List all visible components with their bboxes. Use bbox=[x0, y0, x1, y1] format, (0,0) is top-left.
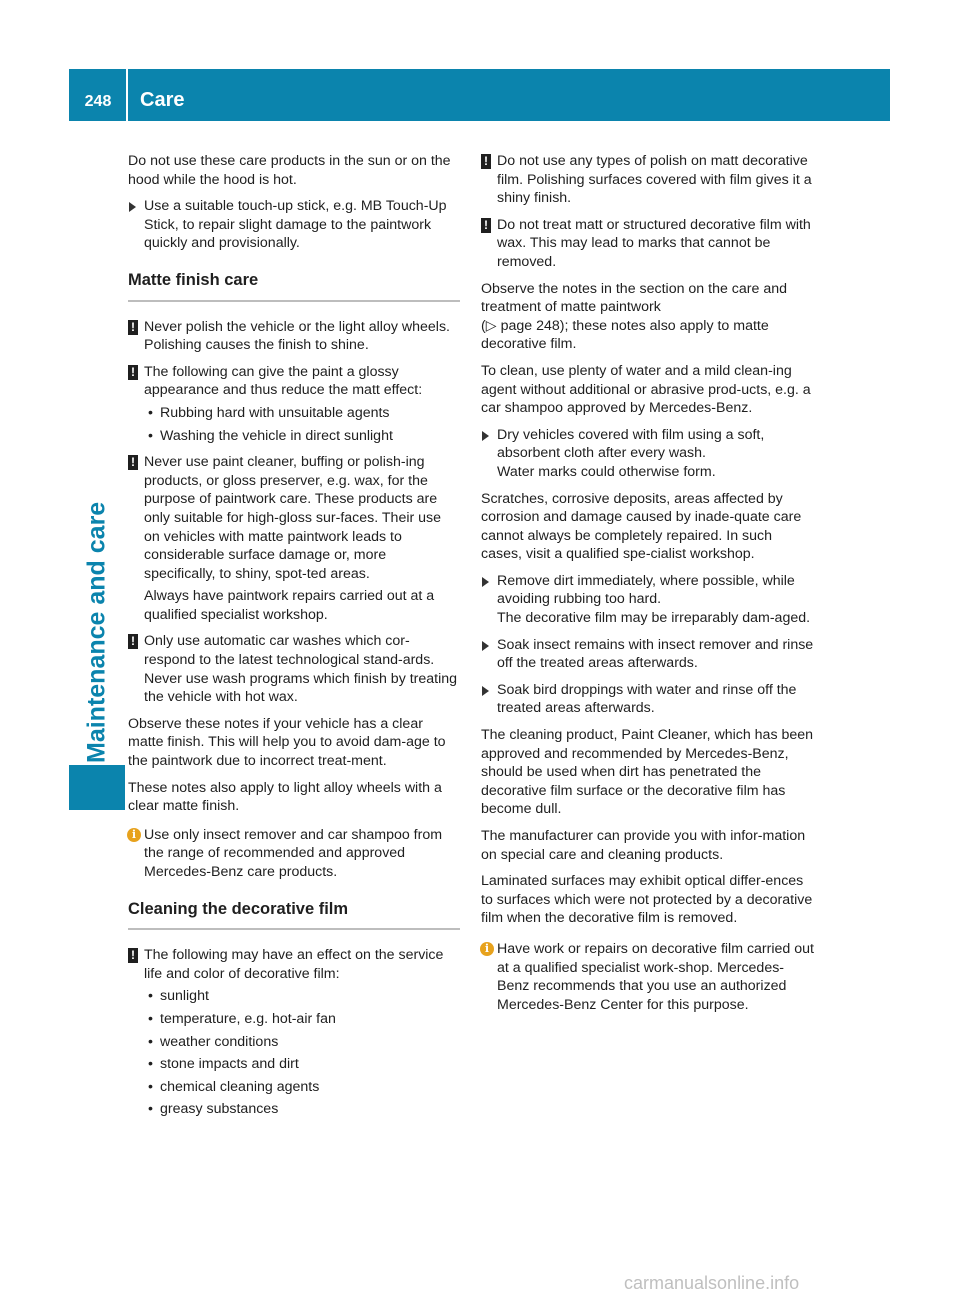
warning-text: Only use automatic car washes which cor-respond to the latest technological stand-ards. Never use wash programs which finish by treating the vehicle with hot wax. bbox=[144, 633, 458, 706]
warning-text: The following may have an effect on the service life and color of decorative film: bbox=[144, 947, 444, 982]
list-item: • weather conditions bbox=[144, 1033, 460, 1052]
warning-text: Do not use any types of polish on matt decorative film. Polishing surfaces covered with film gives it a shiny finish. bbox=[497, 153, 812, 207]
paragraph-laminated: Laminated surfaces may exhibit optical differ-ences to surfaces which were not protected by a decorative film when the decorative film is removed. bbox=[481, 873, 813, 927]
warning-text-extra: Always have paintwork repairs carried out at a qualified specialist workshop. bbox=[144, 588, 435, 623]
warning-icon: ! bbox=[481, 154, 491, 169]
paragraph-alloy: These notes also apply to light alloy wheels with a clear matte finish. bbox=[128, 779, 442, 815]
warning-polish bbox=[128, 318, 460, 355]
info-text: Use only insect remover and car shampoo from the range of recommended and approved Mercedes-Benz care products. bbox=[144, 826, 443, 880]
heading-decorative-film: Cleaning the decorative film bbox=[128, 899, 349, 918]
paragraph-clean: To clean, use plenty of water and a mild clean-ing agent without additional or abrasive prod-ucts, e.g. a car shampoo approved by Mercedes-Benz. bbox=[481, 362, 811, 417]
warning-icon: ! bbox=[481, 218, 491, 233]
header-bar bbox=[69, 69, 890, 121]
divider bbox=[128, 300, 460, 302]
info-repairs bbox=[481, 940, 816, 1014]
paragraph-observe-notes bbox=[481, 280, 816, 354]
observe-text: Observe the notes in the section on the care and treatment of matte paintwork bbox=[481, 280, 788, 316]
step-text: Remove dirt immediately, where possible, while avoiding rubbing too hard. bbox=[497, 572, 795, 608]
warning-icon: ! bbox=[128, 634, 138, 649]
paragraph-manufacturer: The manufacturer can provide you with infor-mation on special care and cleaning products. bbox=[481, 828, 806, 863]
warning-glossy bbox=[128, 363, 460, 445]
list-item: • stone impacts and dirt bbox=[144, 1055, 460, 1074]
step-note: Water marks could otherwise form. bbox=[497, 463, 716, 480]
list-item: • chemical cleaning agents bbox=[144, 1078, 460, 1097]
warning-text: Never polish the vehicle or the light alloy wheels. Polishing causes the finish to shine. bbox=[144, 318, 450, 354]
list-item: • Washing the vehicle in direct sunlight bbox=[144, 427, 460, 446]
step-bird-droppings: Soak bird droppings with water and rinse off the treated areas afterwards. bbox=[481, 681, 816, 718]
list-item: • Rubbing hard with unsuitable agents bbox=[144, 404, 460, 423]
warning-film-factors bbox=[128, 946, 460, 1119]
side-tab-label-wrap bbox=[72, 123, 122, 763]
list-item: • greasy substances bbox=[144, 1100, 460, 1119]
warning-car-wash bbox=[128, 632, 460, 706]
page-title: Care bbox=[140, 89, 185, 111]
step-remove-dirt bbox=[481, 572, 816, 628]
warning-no-polish-film bbox=[481, 152, 816, 208]
step-note: The decorative film may be irreparably dam-aged. bbox=[497, 610, 811, 627]
film-factors-list bbox=[144, 987, 460, 1119]
paragraph-scratches: Scratches, corrosive deposits, areas affected by corrosion and damage caused by inade-quate care cannot always be completely repaired. In such cases, visit a qualified spe-cialist workshop. bbox=[481, 490, 802, 563]
warning-no-wax-film bbox=[481, 216, 816, 272]
info-text: Have work or repairs on decorative film carried out at a qualified specialist work-shop. Mercedes-Benz recommends that you use an authorized Mercedes-Benz Center for this purpose. bbox=[497, 940, 814, 1013]
page-reference-arrow: (▷ bbox=[481, 317, 497, 334]
watermark: carmanualsonline.info bbox=[624, 1273, 800, 1293]
list-item: • temperature, e.g. hot-air fan bbox=[144, 1010, 460, 1029]
warning-icon: ! bbox=[128, 365, 138, 380]
info-icon: i bbox=[127, 828, 141, 842]
warning-icon: ! bbox=[128, 455, 138, 470]
heading-matte-finish: Matte finish care bbox=[128, 270, 259, 289]
warning-icon: ! bbox=[128, 948, 138, 963]
info-icon: i bbox=[480, 942, 494, 956]
info-insect-remover bbox=[128, 826, 460, 882]
right-column bbox=[481, 152, 816, 1022]
step-touchup: Use a suitable touch-up stick, e.g. MB Touch-Up Stick, to repair slight damage to the paintwork quickly and provisionally. bbox=[128, 197, 460, 253]
list-item: • sunlight bbox=[144, 987, 460, 1006]
step-dry bbox=[481, 426, 816, 482]
step-text: Dry vehicles covered with film using a soft, absorbent cloth after every wash. bbox=[497, 426, 765, 462]
paragraph-paint-cleaner: The cleaning product, Paint Cleaner, which has been approved and recommended by Mercedes-Benz, should be used when dirt has penetrated the decorative film surface or the decorative film has become dull. bbox=[481, 727, 814, 818]
warning-text: Do not treat matt or structured decorative film with wax. This may lead to marks that cannot be removed. bbox=[497, 216, 811, 270]
intro-text: Do not use these care products in the sun or on the hood while the hood is hot. bbox=[128, 153, 451, 188]
header-divider bbox=[126, 69, 128, 121]
warning-text: The following can give the paint a glossy appearance and thus reduce the matt effect: bbox=[144, 363, 423, 399]
divider bbox=[128, 928, 460, 930]
warning-paint-cleaner bbox=[128, 453, 460, 624]
matt-effect-list bbox=[144, 404, 460, 445]
side-tab-label: Maintenance and care bbox=[82, 501, 111, 763]
side-tab-marker bbox=[69, 765, 125, 810]
step-insect: Soak insect remains with insect remover and rinse off the treated areas afterwards. bbox=[481, 636, 816, 673]
warning-text: Never use paint cleaner, buffing or polish-ing products, or gloss preserver, e.g. wax, for the purpose of paintwork care. These products are only suitable for high-gloss sur-faces. Their use on vehicles with matte paintwork leads to considerable surface damage or, more specifically, to shiny, spot-ted areas. bbox=[144, 454, 442, 582]
page-number: 248 bbox=[84, 93, 112, 110]
warning-icon: ! bbox=[128, 320, 138, 335]
page-reference-link[interactable]: page 248); these notes also apply to matte decorative film. bbox=[481, 317, 769, 353]
left-column bbox=[128, 152, 460, 1127]
paragraph-clear-matte: Observe these notes if your vehicle has a clear matte finish. This will help you to avoid dam-age to the paintwork due to incorrect treat-ment. bbox=[128, 715, 446, 770]
